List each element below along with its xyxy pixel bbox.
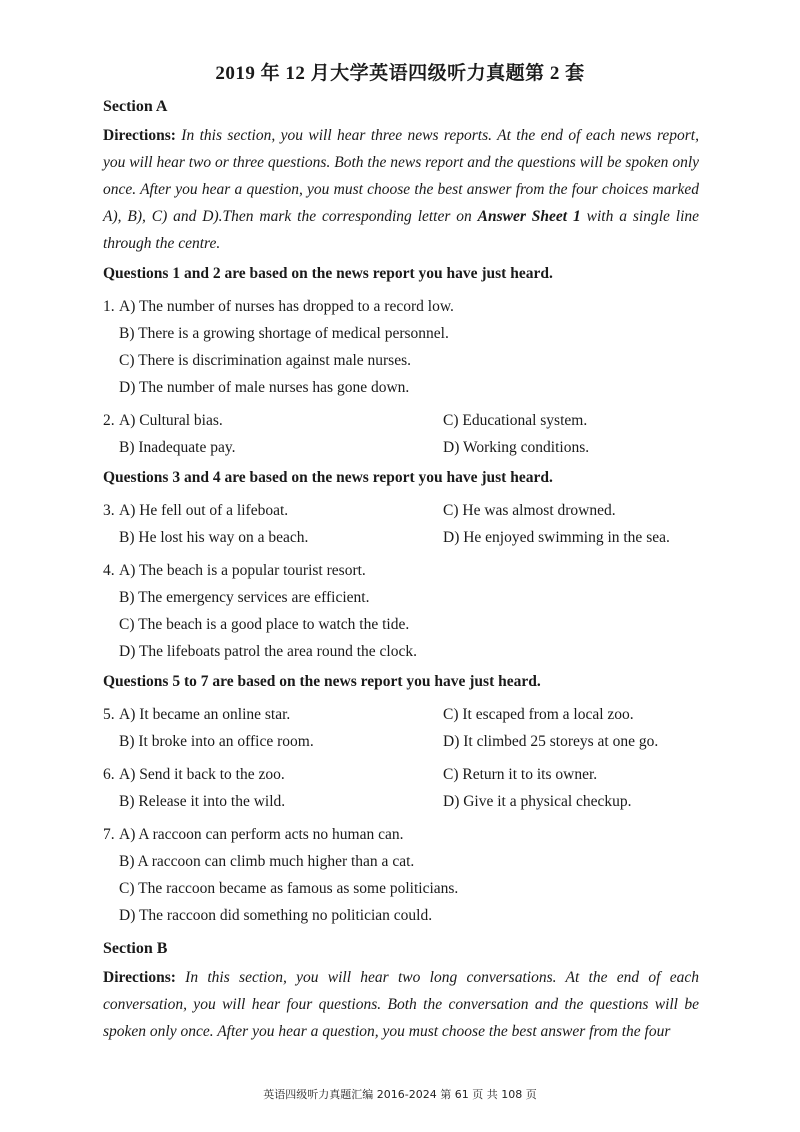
answer-option[interactable]: D) The raccoon did something no politician could. (119, 907, 433, 924)
answer-option[interactable]: D) He enjoyed swimming in the sea. (443, 529, 670, 546)
question-group-heading: Questions 1 and 2 are based on the news report you have just heard. (103, 265, 553, 282)
answer-option[interactable]: C) The raccoon became as famous as some politicians. (119, 880, 459, 897)
answer-option[interactable]: B) Release it into the wild. (119, 793, 286, 810)
answer-option[interactable]: C) He was almost drowned. (443, 502, 616, 519)
answer-option[interactable]: C) There is discrimination against male nurses. (119, 352, 411, 369)
directions-label: Directions: (103, 127, 176, 144)
answer-option[interactable]: D) Working conditions. (443, 439, 590, 456)
answer-option[interactable]: A) A raccoon can perform acts no human can. (119, 826, 404, 843)
page-footer: 英语四级听力真题汇编 2016-2024 第 61 页 共 108 页 (263, 1088, 537, 1101)
question-number: 2. (103, 412, 115, 429)
question-number: 3. (103, 502, 115, 519)
answer-option[interactable]: A) Cultural bias. (119, 412, 223, 429)
directions-label: Directions: (103, 969, 176, 986)
section-b-heading: Section B (103, 940, 168, 957)
answer-option[interactable]: B) The emergency services are efficient. (119, 589, 370, 606)
question-item (103, 293, 699, 401)
question-number: 5. (103, 706, 115, 723)
question-number: 6. (103, 766, 115, 783)
answer-option[interactable]: D) Give it a physical checkup. (443, 793, 632, 810)
question-group-heading: Questions 5 to 7 are based on the news report you have just heard. (103, 673, 541, 690)
answer-option[interactable]: D) The lifeboats patrol the area round the clock. (119, 643, 417, 660)
question-number: 4. (103, 562, 115, 579)
answer-option[interactable]: B) There is a growing shortage of medical personnel. (119, 325, 449, 342)
directions-text: In this section, you will hear three news reports. At the end of each news report, you will hear two or three questions. Both the news report and the questions will be spoken only once. After you hear a question, you must choose the best answer from the four choices marked A), B), C) and D).Then mark the corresponding letter on (103, 127, 699, 225)
answer-option[interactable]: A) It became an online star. (119, 706, 291, 723)
question-group-heading: Questions 3 and 4 are based on the news report you have just heard. (103, 469, 553, 486)
answer-option[interactable]: D) It climbed 25 storeys at one go. (443, 733, 659, 750)
answer-option[interactable]: B) A raccoon can climb much higher than a cat. (119, 853, 415, 870)
section-a-heading: Section A (103, 98, 168, 115)
question-item (103, 497, 699, 551)
page-title: 2019 年 12 月大学英语四级听力真题第 2 套 (215, 63, 585, 84)
answer-option[interactable]: B) He lost his way on a beach. (119, 529, 309, 546)
question-groups (103, 261, 699, 929)
answer-option[interactable]: A) The number of nurses has dropped to a record low. (119, 298, 454, 315)
answer-option[interactable]: C) Educational system. (443, 412, 588, 429)
answer-option[interactable]: A) Send it back to the zoo. (119, 766, 285, 783)
answer-option[interactable]: D) The number of male nurses has gone down. (119, 379, 410, 396)
question-item (103, 557, 699, 665)
answer-option[interactable]: B) Inadequate pay. (119, 439, 236, 456)
answer-option[interactable]: A) He fell out of a lifeboat. (119, 502, 289, 519)
document-body (103, 94, 699, 1045)
directions-text: In this section, you will hear two long conversations. At the end of each conversation, you will hear four questions. Both the conversation and the questions will be spoken only once. After you hear a question, you must choose the best answer from the four (103, 969, 699, 1040)
question-item (103, 701, 699, 755)
answer-option[interactable]: C) The beach is a good place to watch the tide. (119, 616, 410, 633)
directions-text-end: with a single line through the centre. (103, 208, 700, 252)
answer-option[interactable]: C) It escaped from a local zoo. (443, 706, 634, 723)
answer-sheet-reference: Answer Sheet 1 (477, 208, 581, 225)
answer-option[interactable]: C) Return it to its owner. (443, 766, 598, 783)
question-item (103, 407, 699, 461)
answer-option[interactable]: B) It broke into an office room. (119, 733, 314, 750)
section-a-directions (103, 122, 699, 257)
question-item (103, 761, 699, 815)
question-item (103, 821, 699, 929)
question-number: 1. (103, 298, 115, 315)
answer-option[interactable]: A) The beach is a popular tourist resort. (119, 562, 366, 579)
question-number: 7. (103, 826, 115, 843)
section-b-directions (103, 964, 699, 1045)
